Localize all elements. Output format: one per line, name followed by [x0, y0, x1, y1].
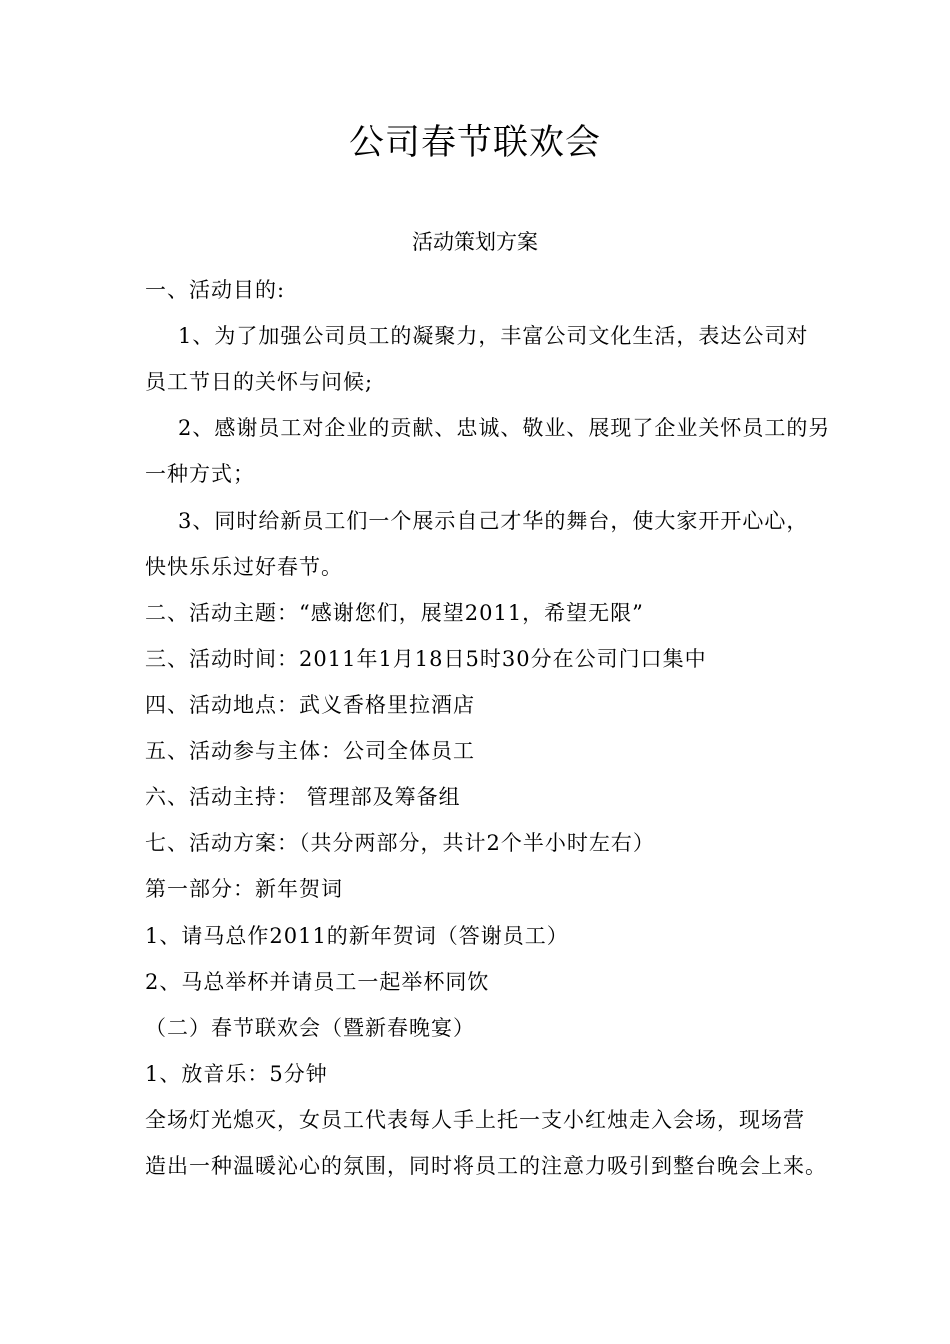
document-subtitle: 活动策划方案: [412, 230, 538, 254]
part-heading: （二）春节联欢会（暨新春晚宴）: [145, 1016, 475, 1040]
paragraph-line: 员工节日的关怀与问候;: [145, 370, 374, 394]
section-heading-time: 三、活动时间：2011年1月18日5时30分在公司门口集中: [145, 647, 707, 671]
section-heading-location: 四、活动地点：武义香格里拉酒店: [145, 693, 475, 717]
list-item: 2、马总举杯并请员工一起举杯同饮: [145, 970, 490, 994]
paragraph-line: 2、感谢员工对企业的贡献、忠诚、敬业、展现了企业关怀员工的另: [178, 416, 831, 440]
section-heading-theme: 二、活动主题：“感谢您们，展望2011，希望无限”: [145, 601, 644, 625]
paragraph-line: 造出一种温暖沁心的氛围，同时将员工的注意力吸引到整台晚会上来。: [145, 1154, 827, 1178]
part-heading: 第一部分：新年贺词: [145, 877, 343, 901]
section-heading-participants: 五、活动参与主体：公司全体员工: [145, 739, 475, 763]
section-heading-purpose: 一、活动目的:: [145, 278, 286, 302]
list-item: 1、放音乐：5分钟: [145, 1062, 328, 1086]
section-heading-plan: 七、活动方案：（共分两部分，共计2个半小时左右）: [145, 831, 655, 855]
paragraph-line: 快快乐乐过好春节。: [145, 555, 343, 579]
paragraph-line: 全场灯光熄灭，女员工代表每人手上托一支小红烛走入会场，现场营: [145, 1108, 805, 1132]
paragraph-line: 3、同时给新员工们一个展示自己才华的舞台，使大家开开心心，: [178, 509, 809, 533]
document-title: 公司春节联欢会: [348, 123, 601, 163]
list-item: 1、请马总作2011的新年贺词（答谢员工）: [145, 924, 569, 948]
section-heading-host: 六、活动主持： 管理部及筹备组: [145, 785, 461, 809]
paragraph-line: 1、为了加强公司员工的凝聚力，丰富公司文化生活，表达公司对: [178, 324, 809, 348]
paragraph-line: 一种方式；: [145, 462, 255, 486]
